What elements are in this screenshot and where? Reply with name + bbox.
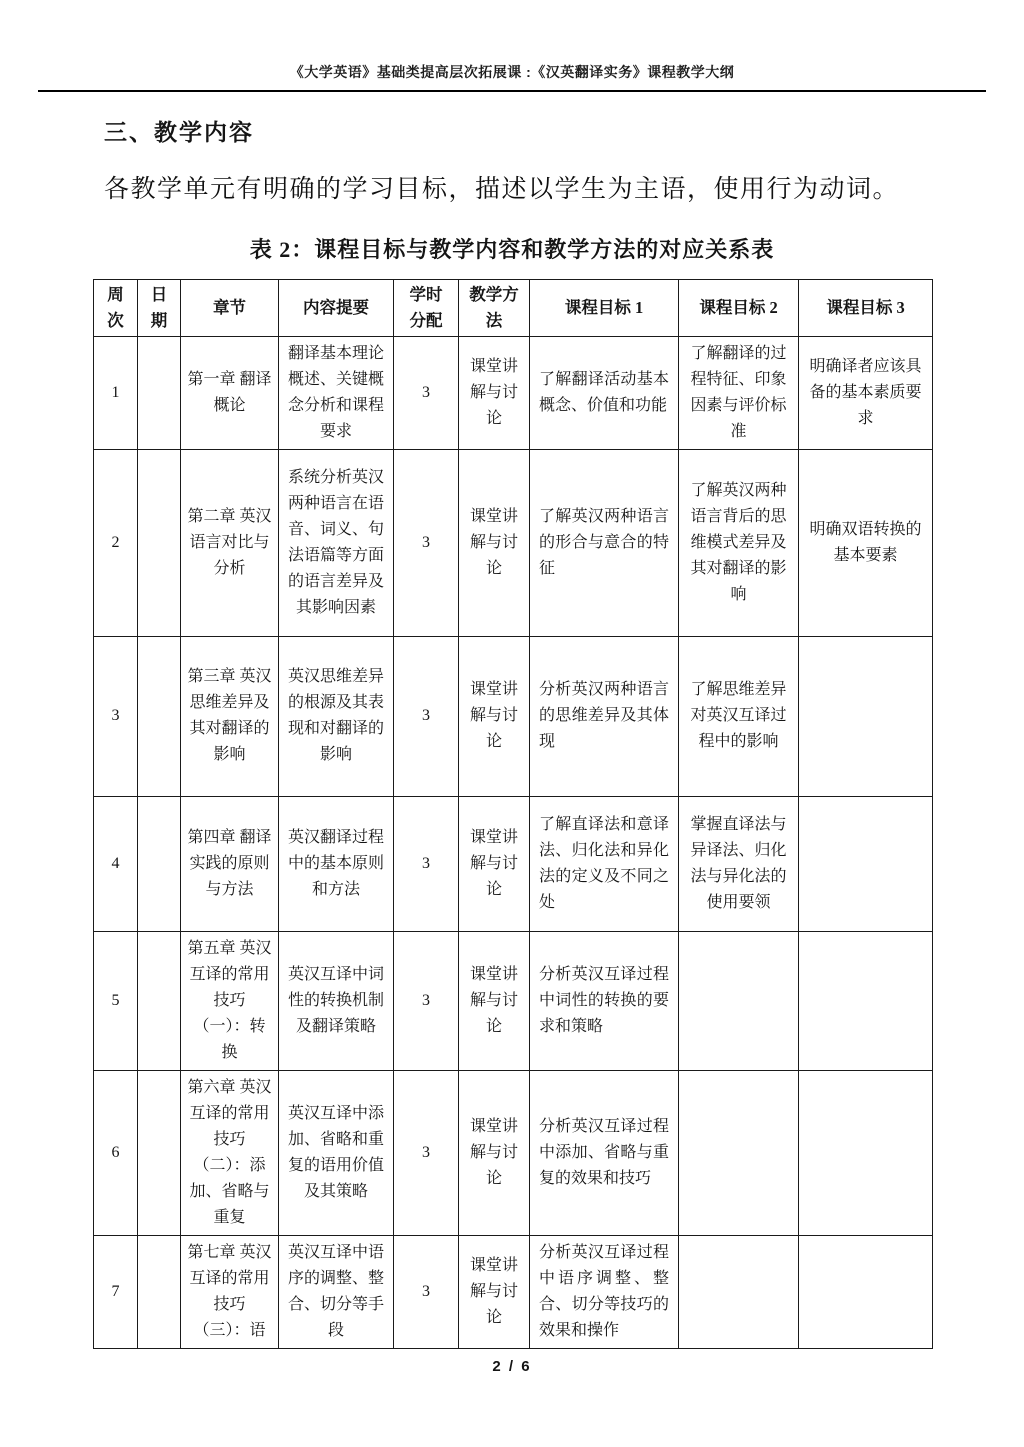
cell-summary: 英汉翻译过程中的基本原则和方法	[279, 796, 394, 931]
cell-chapter: 第七章 英汉互译的常用技巧（三）：语	[181, 1235, 279, 1348]
header-cell-goal2: 课程目标 2	[679, 279, 799, 336]
cell-summary: 翻译基本理论概述、关键概念分析和课程要求	[279, 336, 394, 449]
cell-goal2: 了解翻译的过程特征、印象因素与评价标准	[679, 336, 799, 449]
cell-goal3	[799, 1235, 933, 1348]
cell-goal2	[679, 1235, 799, 1348]
cell-week: 4	[94, 796, 138, 931]
cell-method: 课堂讲解与讨论	[459, 336, 530, 449]
cell-hours: 3	[394, 336, 459, 449]
cell-week: 2	[94, 449, 138, 636]
cell-goal3: 明确译者应该具备的基本素质要求	[799, 336, 933, 449]
table-head	[94, 279, 933, 336]
table-caption: 表 2：课程目标与教学内容和教学方法的对应关系表	[249, 236, 775, 262]
cell-chapter: 第五章 英汉互译的常用技巧（一）：转换	[181, 931, 279, 1070]
cell-goal3	[799, 1070, 933, 1235]
table-row	[94, 336, 933, 449]
cell-goal1: 分析英汉互译过程中语序调整、整合、切分等技巧的效果和操作	[530, 1235, 679, 1348]
header-cell-goal3: 课程目标 3	[799, 279, 933, 336]
cell-goal1: 分析英汉互译过程中词性的转换的要求和策略	[530, 931, 679, 1070]
cell-goal1: 了解英汉两种语言的形合与意合的特征	[530, 449, 679, 636]
header-cell-method: 教学方法	[459, 279, 530, 336]
header-cell-date: 日期	[138, 279, 181, 336]
cell-goal2	[679, 1070, 799, 1235]
cell-hours: 3	[394, 636, 459, 796]
cell-week: 6	[94, 1070, 138, 1235]
cell-summary: 英汉互译中语序的调整、整合、切分等手段	[279, 1235, 394, 1348]
cell-chapter: 第一章 翻译概论	[181, 336, 279, 449]
page-number: 2 / 6	[492, 1357, 532, 1375]
table-body	[94, 336, 933, 1348]
header-cell-hours: 学时分配	[394, 279, 459, 336]
cell-method: 课堂讲解与讨论	[459, 636, 530, 796]
cell-goal1: 了解直译法和意译法、归化法和异化法的定义及不同之处	[530, 796, 679, 931]
cell-method: 课堂讲解与讨论	[459, 796, 530, 931]
table-row	[94, 796, 933, 931]
cell-goal3	[799, 931, 933, 1070]
header-row	[94, 279, 933, 336]
course-objectives-table	[93, 279, 933, 1349]
running-header: 《大学英语》基础类提高层次拓展课 :《汉英翻译实务》课程教学大纲	[289, 64, 735, 80]
cell-hours: 3	[394, 449, 459, 636]
cell-goal3: 明确双语转换的基本要素	[799, 449, 933, 636]
table-row	[94, 1235, 933, 1348]
cell-summary: 英汉思维差异的根源及其表现和对翻译的影响	[279, 636, 394, 796]
cell-hours: 3	[394, 931, 459, 1070]
cell-method: 课堂讲解与讨论	[459, 1070, 530, 1235]
cell-hours: 3	[394, 1235, 459, 1348]
cell-date	[138, 336, 181, 449]
cell-hours: 3	[394, 796, 459, 931]
cell-week: 5	[94, 931, 138, 1070]
cell-chapter: 第二章 英汉语言对比与分析	[181, 449, 279, 636]
cell-date	[138, 796, 181, 931]
cell-date	[138, 1235, 181, 1348]
cell-date	[138, 1070, 181, 1235]
cell-chapter: 第三章 英汉思维差异及其对翻译的影响	[181, 636, 279, 796]
cell-chapter: 第四章 翻译实践的原则与方法	[181, 796, 279, 931]
intro-paragraph: 各教学单元有明确的学习目标，描述以学生为主语，使用行为动词。	[104, 176, 900, 203]
cell-goal2: 掌握直译法与异译法、归化法与异化法的使用要领	[679, 796, 799, 931]
table-row	[94, 636, 933, 796]
header-cell-week: 周次	[94, 279, 138, 336]
cell-date	[138, 931, 181, 1070]
table-row	[94, 931, 933, 1070]
cell-chapter: 第六章 英汉互译的常用技巧（二）：添加、省略与重复	[181, 1070, 279, 1235]
header-rule	[38, 90, 986, 92]
cell-method: 课堂讲解与讨论	[459, 1235, 530, 1348]
header-cell-summary: 内容提要	[279, 279, 394, 336]
cell-goal2: 了解思维差异对英汉互译过程中的影响	[679, 636, 799, 796]
cell-week: 1	[94, 336, 138, 449]
section-title: 三、教学内容	[104, 119, 254, 145]
cell-goal3	[799, 636, 933, 796]
cell-week: 7	[94, 1235, 138, 1348]
cell-goal2: 了解英汉两种语言背后的思维模式差异及其对翻译的影响	[679, 449, 799, 636]
header-cell-chapter: 章节	[181, 279, 279, 336]
cell-summary: 系统分析英汉两种语言在语音、词义、句法语篇等方面的语言差异及其影响因素	[279, 449, 394, 636]
cell-summary: 英汉互译中添加、省略和重复的语用价值及其策略	[279, 1070, 394, 1235]
cell-date	[138, 636, 181, 796]
header-cell-goal1: 课程目标 1	[530, 279, 679, 336]
cell-goal1: 分析英汉互译过程中添加、省略与重复的效果和技巧	[530, 1070, 679, 1235]
table-row	[94, 449, 933, 636]
cell-goal1: 了解翻译活动基本概念、价值和功能	[530, 336, 679, 449]
cell-date	[138, 449, 181, 636]
cell-summary: 英汉互译中词性的转换机制及翻译策略	[279, 931, 394, 1070]
cell-week: 3	[94, 636, 138, 796]
cell-method: 课堂讲解与讨论	[459, 931, 530, 1070]
table-row	[94, 1070, 933, 1235]
cell-goal2	[679, 931, 799, 1070]
cell-goal3	[799, 796, 933, 931]
cell-hours: 3	[394, 1070, 459, 1235]
cell-method: 课堂讲解与讨论	[459, 449, 530, 636]
cell-goal1: 分析英汉两种语言的思维差异及其体现	[530, 636, 679, 796]
